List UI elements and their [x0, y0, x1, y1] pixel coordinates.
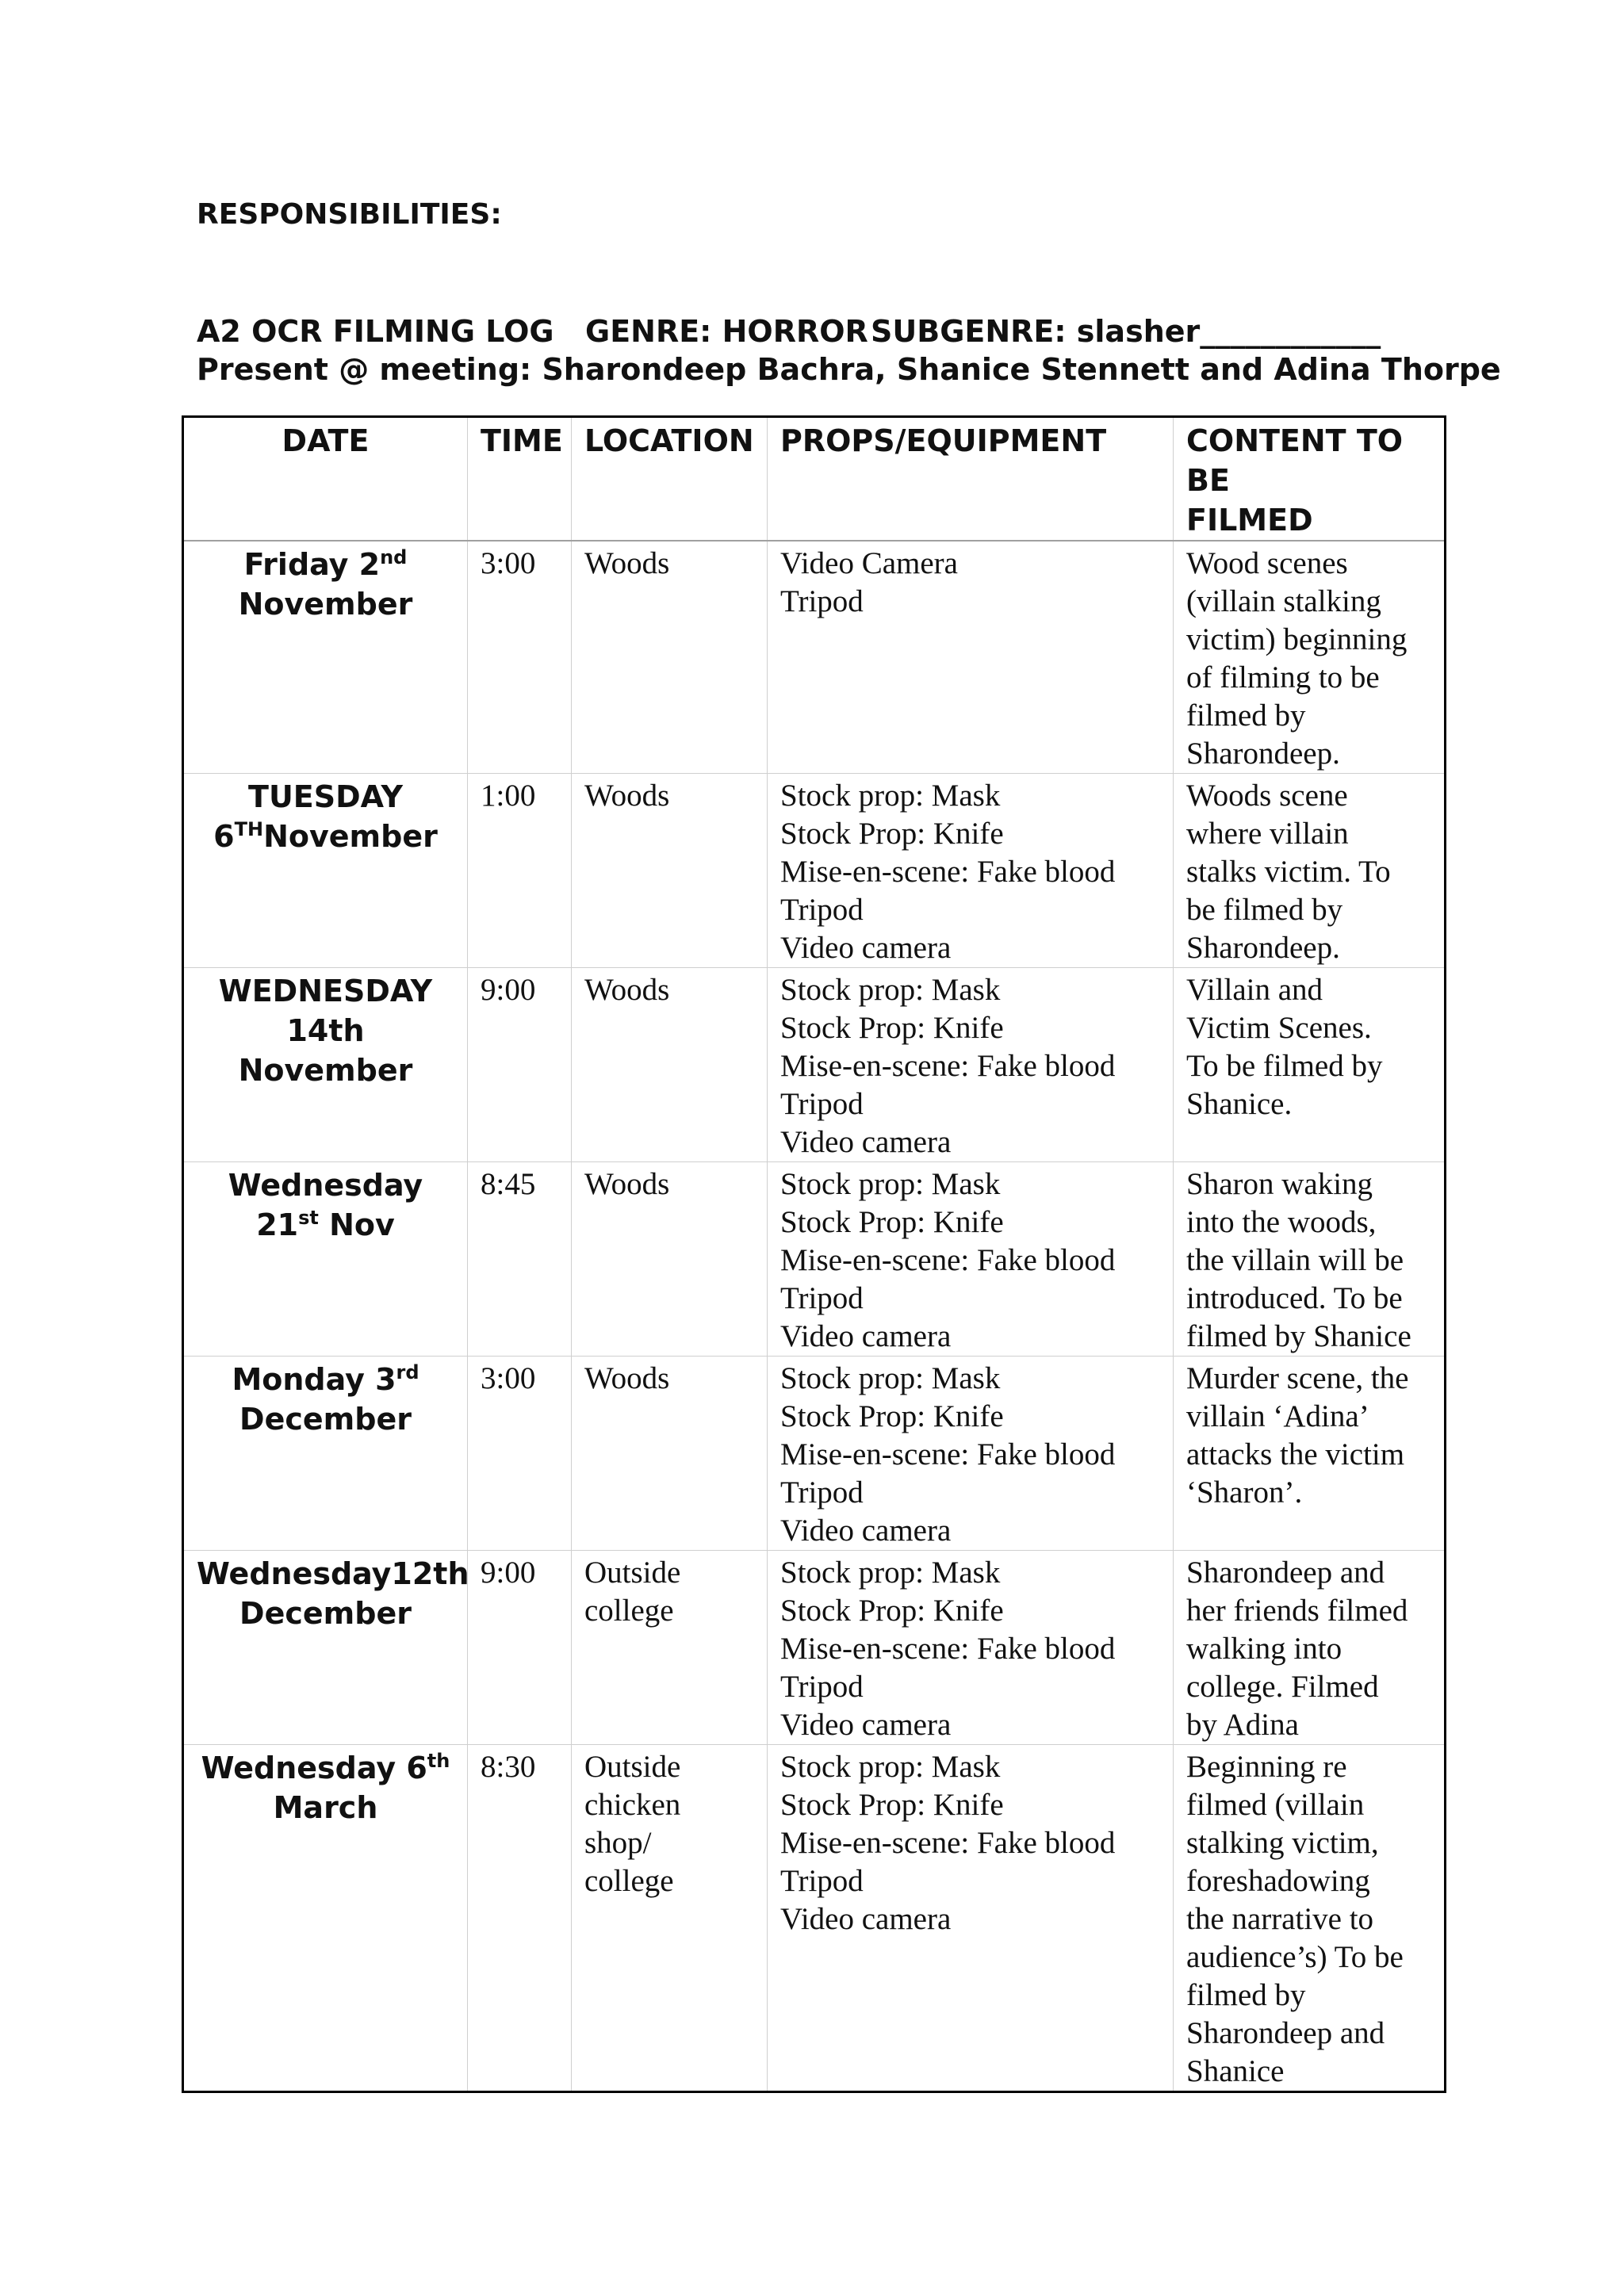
- content-line: Shanice.: [1186, 1087, 1293, 1121]
- date-ordinal-suffix: th: [427, 1750, 450, 1772]
- props-item: Tripod: [780, 1475, 864, 1510]
- column-header-time: TIME: [468, 417, 572, 541]
- content-header-line: CONTENT TO BE: [1186, 423, 1404, 498]
- content-cell: [1174, 1162, 1446, 1357]
- content-line: filmed (villain: [1186, 1788, 1365, 1822]
- location-line: Woods: [584, 546, 670, 580]
- props-cell: [768, 541, 1174, 774]
- props-cell: [768, 1357, 1174, 1551]
- props-item: Tripod: [780, 1864, 864, 1898]
- location-line: Outside: [584, 1556, 681, 1590]
- props-item: Mise-en-scene: Fake blood: [780, 1243, 1116, 1277]
- date-cell: [183, 1551, 468, 1745]
- props-item: Mise-en-scene: Fake blood: [780, 1437, 1116, 1471]
- date-ordinal-suffix: rd: [396, 1361, 419, 1383]
- content-cell: [1174, 968, 1446, 1162]
- content-line: Sharondeep.: [1186, 931, 1340, 965]
- props-item: Stock prop: Mask: [780, 1750, 1001, 1784]
- date-text: November: [263, 819, 438, 854]
- date-line: [197, 1360, 454, 1399]
- content-line: Sharon waking: [1186, 1167, 1373, 1201]
- date-line: 14th: [286, 1013, 365, 1048]
- content-line: victim) beginning: [1186, 622, 1408, 656]
- location-cell: [572, 541, 768, 774]
- props-item: Mise-en-scene: Fake blood: [780, 1049, 1116, 1083]
- column-header-location: LOCATION: [572, 417, 768, 541]
- date-line: November: [238, 1053, 413, 1088]
- date-text: Nov: [318, 1207, 395, 1242]
- time-cell: 3:00: [468, 541, 572, 774]
- content-header-line: FILMED: [1186, 503, 1313, 538]
- subgenre-label: SUBGENRE: slasher____________: [871, 314, 1381, 349]
- date-text: Monday 3: [232, 1362, 396, 1397]
- location-line: chicken: [584, 1788, 681, 1822]
- props-cell: [768, 1745, 1174, 2092]
- content-line: To be filmed by: [1186, 1049, 1383, 1083]
- props-item: Video Camera: [780, 546, 958, 580]
- date-text: 6: [213, 819, 235, 854]
- date-ordinal-suffix: TH: [234, 818, 264, 840]
- content-cell: [1174, 1745, 1446, 2092]
- time-cell: 9:00: [468, 1551, 572, 1745]
- location-cell: [572, 1745, 768, 2092]
- content-line: Sharondeep.: [1186, 737, 1340, 771]
- props-item: Video camera: [780, 1708, 952, 1742]
- content-line: Victim Scenes.: [1186, 1011, 1372, 1045]
- date-line: [197, 971, 454, 1011]
- location-line: Woods: [584, 1361, 670, 1395]
- content-line: of filming to be: [1186, 660, 1380, 695]
- time-cell: 8:30: [468, 1745, 572, 2092]
- props-item: Tripod: [780, 1087, 864, 1121]
- props-item: Stock Prop: Knife: [780, 1011, 1004, 1045]
- content-cell: [1174, 1357, 1446, 1551]
- content-line: the villain will be: [1186, 1243, 1404, 1277]
- filming-log-table: [182, 415, 1446, 2093]
- content-line: attacks the victim: [1186, 1437, 1405, 1471]
- date-cell: [183, 541, 468, 774]
- content-line: Shanice: [1186, 2054, 1285, 2088]
- date-cell: [183, 968, 468, 1162]
- location-line: Outside: [584, 1750, 681, 1784]
- log-title: A2 OCR FILMING LOG: [197, 314, 554, 349]
- content-line: college. Filmed: [1186, 1670, 1379, 1704]
- table-row: [183, 541, 1446, 774]
- date-line: November: [238, 587, 413, 622]
- date-line: March: [273, 1790, 378, 1825]
- content-line: Sharondeep and: [1186, 1556, 1385, 1590]
- props-item: Video camera: [780, 1319, 952, 1353]
- content-line: stalks victim. To: [1186, 855, 1391, 889]
- date-text: Wednesday: [228, 1168, 423, 1203]
- props-item: Stock prop: Mask: [780, 779, 1001, 813]
- present-at-meeting: Present @ meeting: Sharondeep Bachra, Shanice Stennett and Adina Thorpe: [197, 352, 1501, 387]
- location-line: shop/: [584, 1826, 652, 1860]
- props-item: Tripod: [780, 584, 864, 618]
- date-line: December: [239, 1596, 412, 1631]
- table-row: [183, 1162, 1446, 1357]
- content-line: villain ‘Adina’: [1186, 1399, 1369, 1433]
- content-line: Villain and: [1186, 973, 1323, 1007]
- props-item: Video camera: [780, 1902, 952, 1936]
- responsibilities-heading: RESPONSIBILITIES:: [197, 198, 502, 231]
- time-cell: 8:45: [468, 1162, 572, 1357]
- date-ordinal-suffix: st: [298, 1207, 319, 1229]
- time-cell: 9:00: [468, 968, 572, 1162]
- content-line: Woods scene: [1186, 779, 1348, 813]
- date-text: Wednesday12th: [197, 1556, 469, 1591]
- table-row: [183, 968, 1446, 1162]
- column-header-props: PROPS/EQUIPMENT: [768, 417, 1174, 541]
- date-line: [197, 1554, 469, 1594]
- props-item: Stock Prop: Knife: [780, 817, 1004, 851]
- props-item: Tripod: [780, 893, 864, 927]
- location-cell: [572, 1357, 768, 1551]
- location-line: Woods: [584, 1167, 670, 1201]
- location-cell: [572, 774, 768, 968]
- location-cell: [572, 1551, 768, 1745]
- date-line: [197, 817, 454, 856]
- content-line: her friends filmed: [1186, 1594, 1408, 1628]
- props-item: Tripod: [780, 1281, 864, 1315]
- props-item: Stock prop: Mask: [780, 1556, 1001, 1590]
- content-line: filmed by: [1186, 1978, 1306, 2012]
- content-line: the narrative to: [1186, 1902, 1374, 1936]
- time-cell: 1:00: [468, 774, 572, 968]
- content-line: be filmed by: [1186, 893, 1343, 927]
- content-line: Murder scene, the: [1186, 1361, 1409, 1395]
- props-item: Tripod: [780, 1670, 864, 1704]
- content-line: by Adina: [1186, 1708, 1299, 1742]
- props-cell: [768, 1551, 1174, 1745]
- location-line: Woods: [584, 779, 670, 813]
- table-row: [183, 774, 1446, 968]
- table-row: [183, 1357, 1446, 1551]
- date-line: [197, 777, 454, 817]
- table-header-row: [183, 417, 1446, 541]
- date-text: Wednesday 6: [201, 1751, 427, 1785]
- props-item: Stock prop: Mask: [780, 973, 1001, 1007]
- content-line: audience’s) To be: [1186, 1940, 1404, 1974]
- date-text: TUESDAY: [248, 779, 403, 814]
- date-ordinal-suffix: nd: [380, 546, 408, 568]
- props-item: Video camera: [780, 1513, 952, 1548]
- content-line: Wood scenes: [1186, 546, 1348, 580]
- content-line: Beginning re: [1186, 1750, 1347, 1784]
- date-cell: [183, 774, 468, 968]
- location-line: Woods: [584, 973, 670, 1007]
- content-line: walking into: [1186, 1632, 1342, 1666]
- content-line: filmed by: [1186, 698, 1306, 733]
- props-item: Stock prop: Mask: [780, 1361, 1001, 1395]
- date-line: [197, 545, 454, 584]
- props-item: Stock Prop: Knife: [780, 1788, 1004, 1822]
- date-line: December: [239, 1402, 412, 1437]
- props-item: Mise-en-scene: Fake blood: [780, 1826, 1116, 1860]
- props-item: Stock Prop: Knife: [780, 1594, 1004, 1628]
- content-line: (villain stalking: [1186, 584, 1381, 618]
- props-item: Stock Prop: Knife: [780, 1399, 1004, 1433]
- date-cell: [183, 1357, 468, 1551]
- props-cell: [768, 1162, 1174, 1357]
- date-text: 21: [256, 1207, 299, 1242]
- props-item: Mise-en-scene: Fake blood: [780, 1632, 1116, 1666]
- props-item: Stock Prop: Knife: [780, 1205, 1004, 1239]
- props-item: Video camera: [780, 1125, 952, 1159]
- content-line: ‘Sharon’.: [1186, 1475, 1303, 1510]
- location-line: college: [584, 1864, 674, 1898]
- content-line: introduced. To be: [1186, 1281, 1403, 1315]
- time-cell: 3:00: [468, 1357, 572, 1551]
- date-cell: [183, 1162, 468, 1357]
- props-item: Mise-en-scene: Fake blood: [780, 855, 1116, 889]
- date-line: [197, 1748, 454, 1788]
- column-header-content: [1174, 417, 1446, 541]
- location-cell: [572, 1162, 768, 1357]
- content-line: Sharondeep and: [1186, 2016, 1385, 2050]
- column-header-date: DATE: [183, 417, 468, 541]
- location-line: college: [584, 1594, 674, 1628]
- content-cell: [1174, 541, 1446, 774]
- content-line: filmed by Shanice: [1186, 1319, 1411, 1353]
- date-text: Friday 2: [243, 547, 381, 582]
- content-line: foreshadowing: [1186, 1864, 1370, 1898]
- props-item: Stock prop: Mask: [780, 1167, 1001, 1201]
- content-line: where villain: [1186, 817, 1349, 851]
- content-cell: [1174, 774, 1446, 968]
- table-row: [183, 1745, 1446, 2092]
- date-text: WEDNESDAY: [218, 974, 433, 1008]
- content-cell: [1174, 1551, 1446, 1745]
- date-line: [197, 1165, 454, 1205]
- props-cell: [768, 774, 1174, 968]
- table-row: [183, 1551, 1446, 1745]
- date-cell: [183, 1745, 468, 2092]
- props-cell: [768, 968, 1174, 1162]
- location-cell: [572, 968, 768, 1162]
- date-line: [197, 1205, 454, 1245]
- content-line: into the woods,: [1186, 1205, 1377, 1239]
- genre-label: GENRE: HORROR: [585, 314, 868, 349]
- props-item: Video camera: [780, 931, 952, 965]
- content-line: stalking victim,: [1186, 1826, 1379, 1860]
